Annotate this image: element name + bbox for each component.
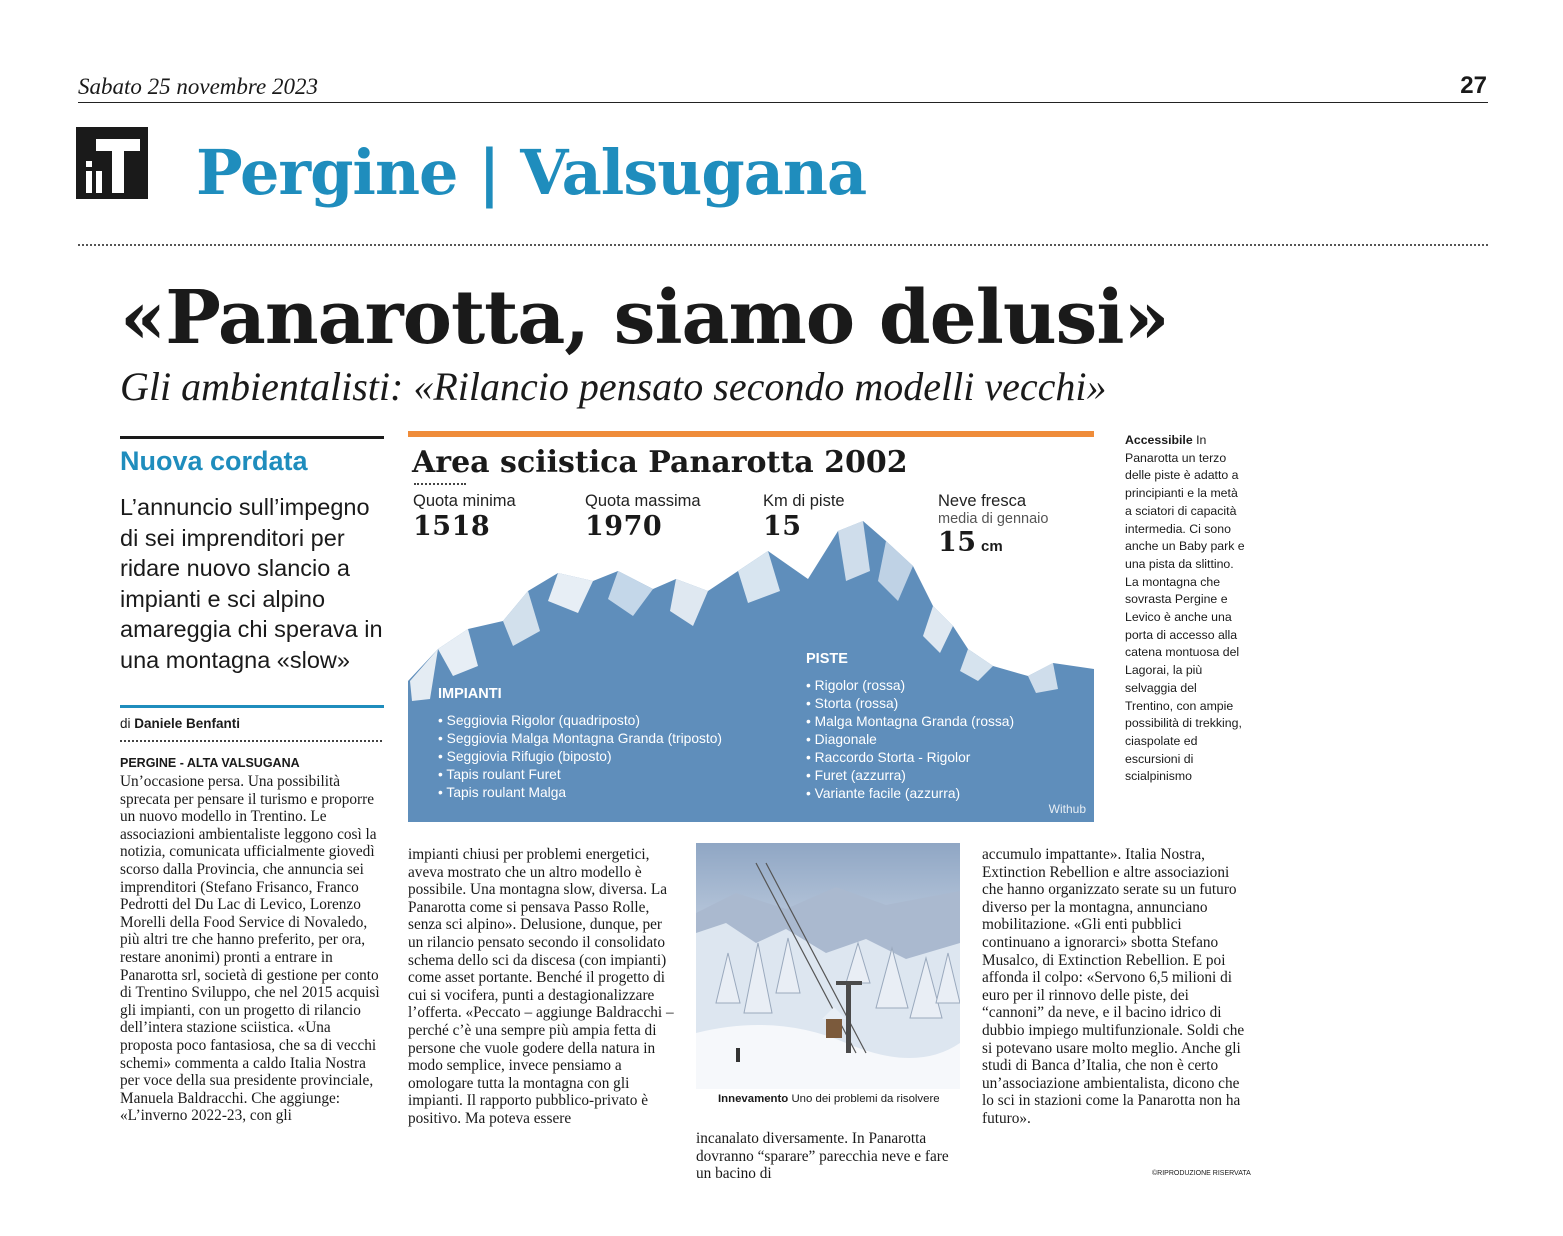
stat-label: Quota minima — [413, 492, 516, 510]
impianti-list — [438, 686, 722, 802]
sidebar-title: Nuova cordata — [120, 446, 308, 476]
body-column-3: incanalato diversamente. In Panarotta dovranno “sparare” parecchia neve e fare un bacino di — [696, 1130, 949, 1183]
sidebar-top-rule — [120, 436, 384, 439]
list-item: • Diagonale — [806, 731, 1014, 749]
byline-divider — [120, 740, 382, 742]
list-item: • Seggiovia Rifugio (biposto) — [438, 748, 722, 766]
stat-value: 1518 — [413, 511, 491, 542]
snow-label: Neve fresca — [938, 492, 1027, 510]
stat-quota-massima — [585, 492, 701, 542]
stat-value: 1970 — [585, 511, 663, 542]
list-item: • Furet (azzurra) — [806, 767, 1014, 785]
header-rule — [78, 102, 1488, 103]
accent-bar — [408, 431, 1094, 437]
copyright-notice: ©RIPRODUZIONE RISERVATA — [1152, 1170, 1251, 1177]
infographic-title: Area sciistica Panarotta 2002 — [412, 445, 908, 480]
list-item: • Malga Montagna Granda (rossa) — [806, 713, 1014, 731]
caption-lead: Innevamento — [718, 1093, 789, 1105]
subheadline: Gli ambientalisti: «Rilancio pensato secondo modelli vecchi» — [120, 364, 1107, 409]
list-item: • Storta (rossa) — [806, 695, 1014, 713]
section-divider — [78, 244, 1488, 246]
snow-sublabel: media di gennaio — [938, 511, 1049, 527]
snowy-ski-lift-image — [696, 843, 960, 1089]
logo-icon — [76, 127, 148, 199]
newspaper-logo — [76, 127, 148, 199]
section-title: Pergine | Valsugana — [196, 136, 867, 209]
stat-km-piste — [763, 492, 845, 542]
stat-value: 15 — [763, 511, 802, 542]
title-underline — [414, 483, 466, 485]
list-item: • Rigolor (rossa) — [806, 677, 1014, 695]
stat-label: Quota massima — [585, 492, 701, 510]
sidebar-bottom-rule — [120, 705, 384, 708]
byline — [120, 716, 240, 731]
piste-list — [806, 651, 1014, 803]
list-item: • Tapis roulant Malga — [438, 784, 722, 802]
page-number: 27 — [1460, 72, 1487, 99]
body-column-4: accumulo impattante». Italia Nostra, Extinction Rebellion e altre associazioni che hanno organizzato serate su un futuro diverso per la montagna, annunciano mobilitazione. «Gli enti pubblici continuano a ignorarci» sbotta Stefano Musalco, di Extinction Rebellion. E poi affonda il colpo: «Servono 6,5 milioni di euro per il rinnovo delle piste, dei “cannoni” da neve, e il bacino idrico di dubbio impiego multifunzionale. Soldi che si potevano usare molto meglio. Anche gli studi di Banca d’Italia, che non è certo un’associazione ambientalista, dicono che lo sci in stazioni come la Panarotta non ha futuro». — [982, 846, 1245, 1127]
list-item: • Seggiovia Rigolor (quadriposto) — [438, 712, 722, 730]
byline-author: Daniele Benfanti — [134, 716, 241, 731]
byline-prefix: di — [120, 716, 131, 731]
ski-area-infographic — [408, 431, 1094, 822]
caption-text: Uno dei problemi da risolvere — [791, 1093, 940, 1105]
body-column-1: Un’occasione persa. Una possibilità sprecata per pensare il turismo e proporre un nuovo modello in Trentino. Le associazioni ambientaliste leggono così la notizia, comunicata ufficialmente giovedì scorso dalla Provincia, che annuncia sei imprenditori (Stefano Frisanco, Franco Pedrotti del Du Lac di Levico, Lorenzo Morelli della Food Service di Novaledo, più altri tre che hanno preferito, per ora, restare anonimi) pronti a entrare in Panarotta srl, società di gestione per conto di Trentino Sviluppo, che nel 2015 acquisì gli impianti, con un progetto di rilancio dell’intera stazione sciistica. «Una proposta poco fantasiosa, che sa di vecchi schemi» commenta a caldo Italia Nostra per voce della sua presidente provinciale, Manuela Baldracchi. Che aggiunge: «L’inverno 2022-23, con gli — [120, 773, 380, 1125]
stat-neve-fresca — [938, 492, 1048, 558]
body-column-2: impianti chiusi per problemi energetici, aveva mostrato che un altro modello è possibile. Una montagna slow, diversa. La Panarotta come si pensava Passo Rolle, senza sci alpino». Delusione, dunque, per un rilancio pensato secondo il consolidato schema dello sci da discesa (con impianti) come asset portante. Benché il progetto di cui si vocifera, punti a destagionalizzare l’offerta. «Peccato – aggiunge Baldracchi – perché c’è una sempre più ampia fetta di persone che vuole godere della natura in modo semplice, invece pensiamo a omologare tutta la montagna con gli impianti. Il rapporto pubblico-privato è positivo. Ma poteva essere — [408, 846, 674, 1127]
photo-caption — [718, 1093, 940, 1105]
piste-heading: PISTE — [806, 651, 848, 667]
stat-quota-minima — [413, 492, 516, 542]
list-item: • Seggiovia Malga Montagna Granda (triposto) — [438, 730, 722, 748]
side-note-text: In Panarotta un terzo delle piste è adatto a principianti e la metà a sciatori di capacità intermedia. Ci sono anche un Baby park e una pista da slittino. La montagna che sovrasta Pergine e Levico è anche una porta di accesso alla catena montuosa del Lagorai, la più selvaggia del Trentino, con ampie possibilità di trekking, ciaspolate ed escursioni di scialpinismo — [1125, 433, 1245, 784]
snow-value: 15 — [938, 527, 977, 558]
graphic-credit: Withub — [1048, 802, 1086, 816]
side-note — [1125, 432, 1247, 786]
sidebar-text: L’annuncio sull’impegno di sei imprenditori per ridare nuovo slancio a impianti e sci alpino amareggia chi sperava in una montagna «slow» — [120, 494, 383, 673]
stat-label: Km di piste — [763, 492, 845, 510]
issue-date: Sabato 25 novembre 2023 — [78, 74, 318, 99]
list-item: • Variante facile (azzurra) — [806, 785, 1014, 803]
side-note-lead: Accessibile — [1125, 433, 1193, 447]
list-item: • Tapis roulant Furet — [438, 766, 722, 784]
snow-unit: cm — [981, 538, 1003, 555]
impianti-heading: IMPIANTI — [438, 686, 502, 702]
list-item: • Raccordo Storta - Rigolor — [806, 749, 1014, 767]
headline: «Panarotta, siamo delusi» — [120, 275, 1169, 361]
dateline: PERGINE - ALTA VALSUGANA — [120, 756, 300, 770]
article-photo — [696, 843, 960, 1089]
